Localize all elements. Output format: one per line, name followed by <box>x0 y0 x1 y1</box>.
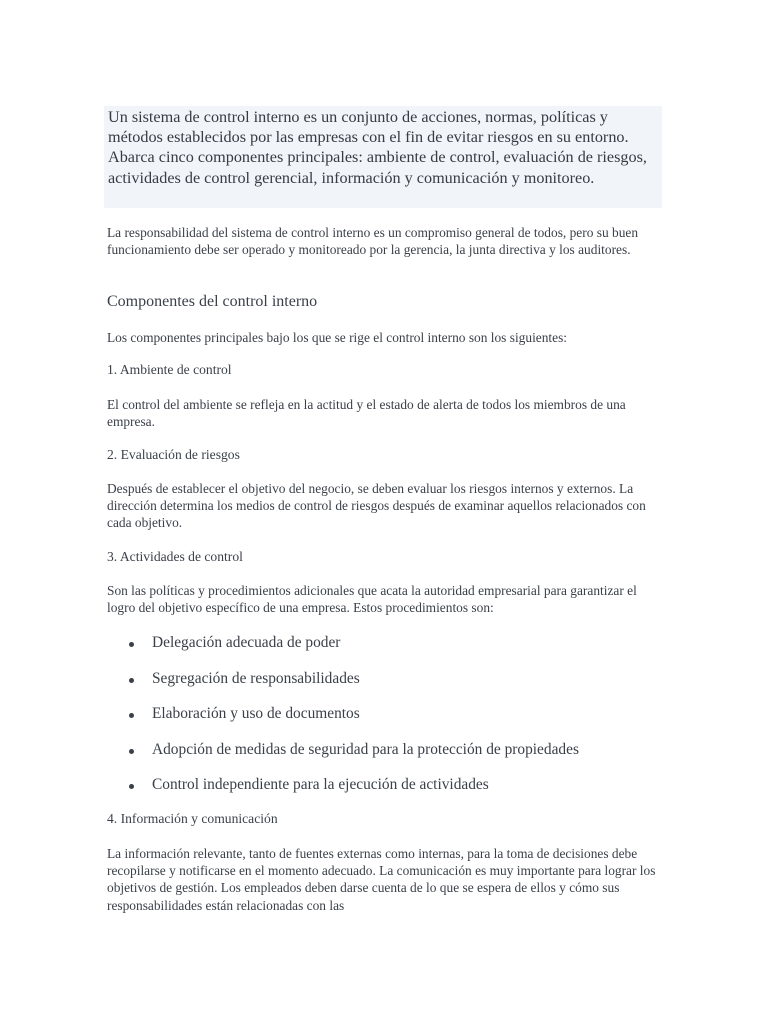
section-2-body: Después de establecer el objetivo del negocio, se deben evaluar los riesgos internos y externos. La dirección determina los medios de control de riesgos después de examinar aquellos relacionados con cada objetivo. <box>107 481 646 531</box>
list-item <box>107 701 667 737</box>
section-4-heading: 4. Información y comunicación <box>107 811 278 826</box>
list-item-text: Adopción de medidas de seguridad para la protección de propiedades <box>152 740 579 758</box>
components-heading: Componentes del control interno <box>107 293 318 310</box>
list-item <box>107 737 667 773</box>
bullet-icon <box>129 642 134 647</box>
bullet-icon <box>129 678 134 683</box>
intro-highlight-block <box>104 106 662 208</box>
list-item <box>107 630 667 666</box>
bullet-icon <box>129 749 134 754</box>
intro-paragraph: Un sistema de control interno es un conjunto de acciones, normas, políticas y métodos establecidos por las empresas con el fin de evitar riesgos en su entorno. Abarca cinco componentes principales: ambiente de control, evaluación de riesgos, actividades de control gerencial, información y comunicación y monitoreo. <box>108 108 647 187</box>
section-3-heading: 3. Actividades de control <box>107 549 243 564</box>
responsibility-paragraph: La responsabilidad del sistema de control interno es un compromiso general de todos, pero su buen funcionamiento debe ser operado y monitoreado por la gerencia, la junta directiva y los auditores. <box>107 225 639 258</box>
section-1-body: El control del ambiente se refleja en la actitud y el estado de alerta de todos los miembros de una empresa. <box>107 397 626 430</box>
components-intro-paragraph: Los componentes principales bajo los que se rige el control interno son los siguientes: <box>107 330 568 345</box>
list-item-text: Delegación adecuada de poder <box>152 634 341 651</box>
list-item <box>107 666 667 702</box>
procedures-list <box>107 630 667 808</box>
list-item <box>107 772 667 808</box>
bullet-icon <box>129 784 134 789</box>
section-2-heading: 2. Evaluación de riesgos <box>107 447 240 462</box>
list-item-text: Control independiente para la ejecución de actividades <box>152 776 489 794</box>
bullet-icon <box>129 713 134 718</box>
section-3-body: Son las políticas y procedimientos adicionales que acata la autoridad empresarial para garantizar el logro del objetivo específico de una empresa. Estos procedimientos son: <box>107 583 637 616</box>
list-item-text: Elaboración y uso de documentos <box>152 705 360 723</box>
section-4-body: La información relevante, tanto de fuentes externas como internas, para la toma de decisiones debe recopilarse y notificarse en el momento adecuado. La comunicación es muy importante para lograr los objetivos de gestión. Los empleados deben darse cuenta de lo que se espera de ellos y cómo sus responsabilidades están relacionadas con las <box>107 846 656 913</box>
section-1-heading: 1. Ambiente de control <box>107 362 232 377</box>
list-item-text: Segregación de responsabilidades <box>152 669 360 687</box>
